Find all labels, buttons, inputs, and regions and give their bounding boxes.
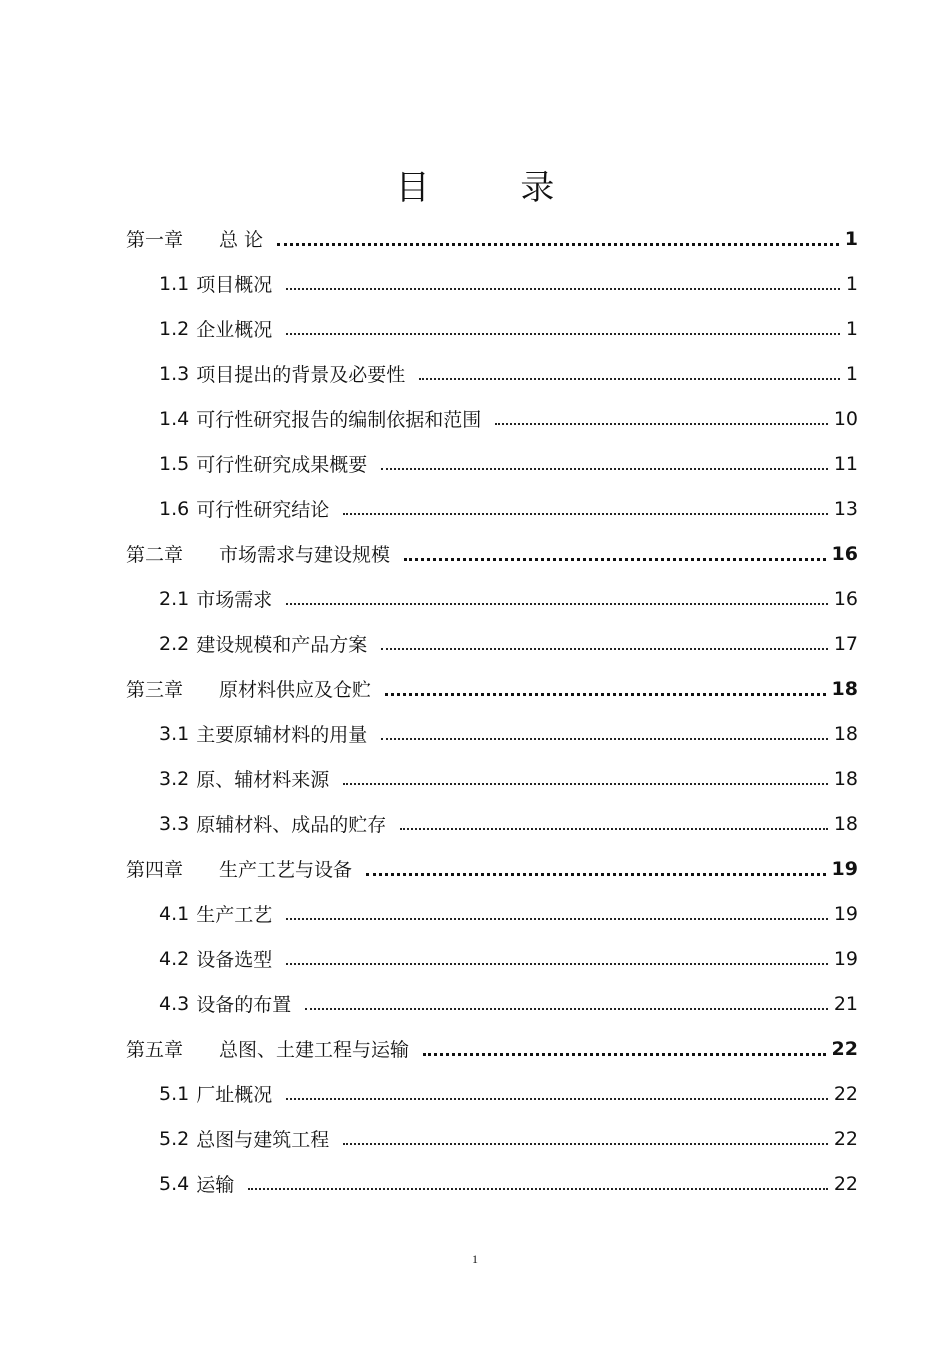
dot-leader	[305, 1007, 828, 1010]
dot-leader	[343, 782, 828, 785]
toc-section[interactable]	[0, 351, 950, 396]
toc-page-number: 16	[833, 587, 858, 610]
toc-label: 总 论	[219, 229, 264, 251]
toc-page-number: 1	[845, 272, 858, 295]
table-of-contents	[0, 216, 950, 1206]
toc-page-number: 1	[845, 317, 858, 340]
toc-page-number: 18	[833, 812, 858, 835]
toc-chapter[interactable]	[0, 846, 950, 891]
dot-leader	[286, 962, 828, 965]
toc-label: 可行性研究报告的编制依据和范围	[196, 409, 482, 431]
toc-label: 主要原辅材料的用量	[196, 724, 368, 746]
dot-leader	[286, 287, 840, 290]
toc-page-number: 16	[831, 542, 858, 565]
toc-label: 市场需求	[196, 589, 273, 611]
toc-chapter[interactable]	[0, 531, 950, 576]
toc-chapter[interactable]	[0, 1026, 950, 1071]
dot-leader	[423, 1052, 826, 1056]
dot-leader	[404, 557, 826, 561]
dot-leader	[495, 422, 828, 425]
dot-leader	[381, 737, 828, 740]
toc-label: 设备的布置	[196, 994, 292, 1016]
toc-number: 4.2	[159, 947, 190, 970]
toc-section[interactable]	[0, 1161, 950, 1206]
toc-section[interactable]	[0, 801, 950, 846]
toc-page-number: 1	[844, 227, 858, 250]
toc-number: 第一章	[126, 229, 184, 251]
toc-label: 生产工艺与设备	[219, 859, 353, 881]
toc-label: 总图与建筑工程	[196, 1129, 330, 1151]
toc-label: 运输	[196, 1174, 235, 1196]
toc-number: 2.1	[159, 587, 190, 610]
toc-section[interactable]	[0, 1071, 950, 1116]
dot-leader	[385, 692, 826, 696]
toc-number: 3.3	[159, 812, 190, 835]
toc-page-number: 22	[833, 1127, 858, 1150]
toc-label: 原、辅材料来源	[196, 769, 330, 791]
toc-number: 4.1	[159, 902, 190, 925]
toc-section[interactable]	[0, 1116, 950, 1161]
toc-number: 5.2	[159, 1127, 190, 1150]
dot-leader	[381, 467, 828, 470]
toc-page-number: 11	[833, 452, 858, 475]
dot-leader	[286, 1097, 828, 1100]
toc-number: 第四章	[126, 859, 184, 881]
toc-page-number: 19	[833, 947, 858, 970]
page-title: 目 录	[395, 168, 595, 208]
toc-page-number: 18	[833, 722, 858, 745]
toc-number: 第二章	[126, 544, 184, 566]
toc-number: 1.2	[159, 317, 190, 340]
toc-section[interactable]	[0, 306, 950, 351]
toc-section[interactable]	[0, 261, 950, 306]
dot-leader	[419, 377, 840, 380]
toc-section[interactable]	[0, 621, 950, 666]
toc-page-number: 22	[833, 1082, 858, 1105]
toc-chapter[interactable]	[0, 666, 950, 711]
toc-number: 4.3	[159, 992, 190, 1015]
toc-page-number: 10	[833, 407, 858, 430]
toc-number: 1.6	[159, 497, 190, 520]
toc-label: 设备选型	[196, 949, 273, 971]
toc-label: 厂址概况	[196, 1084, 273, 1106]
toc-page-number: 22	[833, 1172, 858, 1195]
toc-number: 1.3	[159, 362, 190, 385]
toc-page-number: 1	[845, 362, 858, 385]
toc-label: 生产工艺	[196, 904, 273, 926]
toc-number: 5.4	[159, 1172, 190, 1195]
toc-label: 企业概况	[196, 319, 273, 341]
dot-leader	[286, 917, 828, 920]
toc-number: 1.1	[159, 272, 190, 295]
toc-section[interactable]	[0, 936, 950, 981]
dot-leader	[366, 872, 826, 876]
toc-label: 项目概况	[196, 274, 273, 296]
toc-page-number: 17	[833, 632, 858, 655]
toc-section[interactable]	[0, 711, 950, 756]
toc-number: 3.1	[159, 722, 190, 745]
toc-label: 项目提出的背景及必要性	[196, 364, 406, 386]
toc-section[interactable]	[0, 756, 950, 801]
toc-label: 原材料供应及仓贮	[219, 679, 372, 701]
toc-section[interactable]	[0, 891, 950, 936]
toc-number: 第五章	[126, 1039, 184, 1061]
toc-label: 原辅材料、成品的贮存	[196, 814, 387, 836]
toc-label: 总图、土建工程与运输	[219, 1039, 410, 1061]
toc-label: 建设规模和产品方案	[196, 634, 368, 656]
toc-page-number: 18	[831, 677, 858, 700]
dot-leader	[248, 1187, 828, 1190]
toc-number: 2.2	[159, 632, 190, 655]
toc-section[interactable]	[0, 396, 950, 441]
dot-leader	[277, 242, 839, 246]
dot-leader	[286, 332, 840, 335]
dot-leader	[400, 827, 828, 830]
toc-section[interactable]	[0, 486, 950, 531]
toc-section[interactable]	[0, 576, 950, 621]
toc-number: 第三章	[126, 679, 184, 701]
toc-label: 可行性研究结论	[196, 499, 330, 521]
toc-section[interactable]	[0, 441, 950, 486]
toc-page-number: 13	[833, 497, 858, 520]
toc-label: 可行性研究成果概要	[196, 454, 368, 476]
toc-number: 3.2	[159, 767, 190, 790]
toc-page-number: 18	[833, 767, 858, 790]
toc-page-number: 19	[833, 902, 858, 925]
dot-leader	[381, 647, 828, 650]
toc-label: 市场需求与建设规模	[219, 544, 391, 566]
toc-page-number: 19	[831, 857, 858, 880]
dot-leader	[343, 512, 828, 515]
dot-leader	[286, 602, 828, 605]
toc-section[interactable]	[0, 981, 950, 1026]
page-number-footer: 1	[472, 1252, 478, 1266]
toc-page-number: 21	[833, 992, 858, 1015]
dot-leader	[343, 1142, 828, 1145]
toc-page-number: 22	[831, 1037, 858, 1060]
toc-number: 5.1	[159, 1082, 190, 1105]
toc-chapter[interactable]	[0, 216, 950, 261]
toc-number: 1.5	[159, 452, 190, 475]
toc-number: 1.4	[159, 407, 190, 430]
